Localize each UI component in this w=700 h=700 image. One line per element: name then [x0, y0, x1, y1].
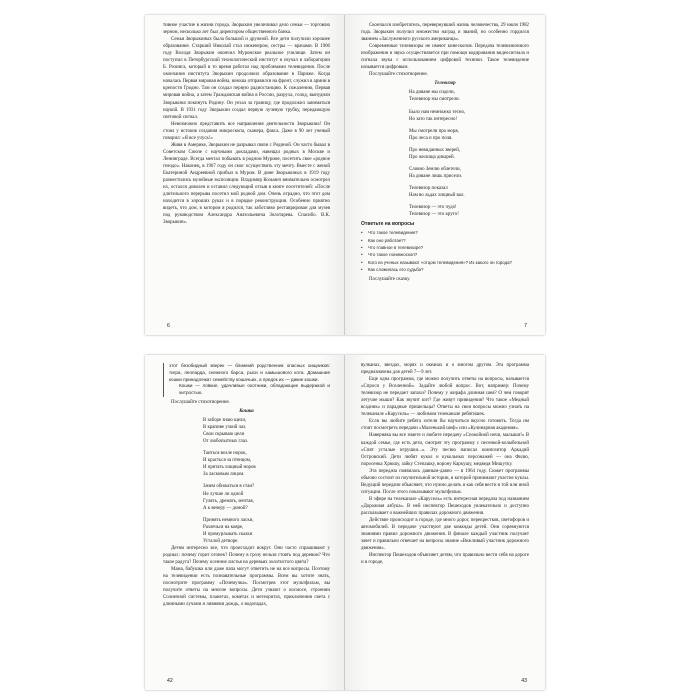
poem-line: Телевизор — это круто! — [409, 212, 459, 218]
poem-line: За ласковым лицом. — [203, 472, 245, 478]
poem-line: Мы смотрели про моря, — [409, 128, 459, 134]
poem-line: На диване мы сидели, — [409, 90, 455, 96]
sidebar-note: Кошки — ловкие, удачливые охотники, обладающие выдержкой и хитростью. — [179, 383, 330, 396]
paragraph: вулканах, звездах, морях и океанах и о многом другом. Эта программа предназначена для детей 7—9 лет. — [361, 363, 529, 376]
question-item: • Что такое телевидение? — [361, 230, 418, 236]
bullet-icon: • — [361, 252, 363, 258]
poem-line: Телевизор показал — [409, 185, 448, 191]
poem-line: И промурлыкать сказки — [203, 531, 253, 537]
bullet-icon: • — [361, 244, 363, 250]
poem-line: В заборе знаю щели, — [203, 418, 247, 424]
paragraph: тивное участие в жизни города. Зворыкин увеличивал дело семьи — торговлю зерном, несколько лет был директором общественного банка. — [163, 23, 330, 36]
bottom-spread — [145, 355, 545, 690]
poem-line: Нам во льдах хищный вал. — [409, 192, 465, 198]
bullet-icon: • — [361, 259, 363, 265]
poem-line: Про невиданных зверей, — [409, 147, 461, 153]
poem-line: А к вечеру — домой? — [203, 505, 248, 511]
page-43 — [345, 355, 545, 690]
poem-line: Но зато так интересно! — [409, 116, 458, 122]
question-item: • Кого из ученых называют «отцом телевидения»? Из какого он города? — [361, 259, 512, 265]
paragraph: Эта передача появилась давным-давно — в 1964 году. Сюжет программы обычно состоит из поучительной истории, в которой принимают участие куклы. Ведущий передачи объясняет, что нужно делать и как себя вести в той или иной ситуации. После этого показывают мультфильм. — [361, 468, 529, 495]
questions-title: Ответьте на вопросы — [361, 221, 415, 228]
top-spread — [145, 15, 545, 335]
question-item: • Как оно работает? — [361, 237, 406, 243]
paragraph: Современные телевизоры не имеют кинескопов. Передача телевизионного изображения и звука осуществляется при помощи кодирования видеосигнала и сигнала звука с использованием цифровой техники. Такое телевидение называется цифровым. — [361, 44, 529, 71]
poem — [409, 89, 529, 218]
paragraph: Действие происходит в городе, где много дорог, перекрестков, светофоров и автомобилей. В передаче участвуют две команды детей. Они соревнуются знаниями правил дорожного движения. В финале каждый участник получает зачет и правильно отвечает на вопросы знание «Вежливый участник дорожного движения». — [361, 518, 529, 552]
poem-line: Словно Землю облетели, — [409, 166, 461, 172]
poem-title: Телевизор — [434, 81, 456, 87]
poem-line: Было нам немножко тесно, — [409, 109, 466, 115]
questions-list — [361, 229, 529, 273]
paragraph: В эфире на телеканале «Карусель» есть интересная передача под названием «Дорожная азбука». В ней инспектор Пешеходов увлекательно и доступно рассказывает о важнейших правилах дорожного движения. — [361, 496, 529, 516]
bullet-icon: • — [361, 267, 363, 273]
poem-line: Принять немного ласки, — [203, 517, 254, 523]
poem-line: Не лучше ли одной — [203, 491, 244, 497]
poem-line: Гулять, дремать, мечтая, — [203, 498, 254, 504]
poem-line: Свои скрываю цели — [203, 432, 245, 438]
poem-line: И красться за птенцом, — [203, 458, 252, 464]
page-number: 6 — [167, 323, 170, 329]
poem-title: Кошка — [239, 409, 254, 415]
poem-line: Про жилища дикарей. — [409, 154, 455, 160]
poem-line: Таиться возле норок, — [203, 451, 247, 457]
poem-line: Усталой детворе. — [203, 538, 239, 544]
intro-paragraph: этот безобидный зверек — ближний родственник опасных хищников: тигра, леопарда, снежного барса, рыси и камышового кота. Домашние кошки принадлежат семейству кошачьих, а предок их — дикие кошки. — [169, 363, 330, 382]
poem-line: Про леса и про поля. — [409, 135, 453, 141]
page-7 — [345, 15, 545, 335]
page-42 — [145, 355, 345, 690]
page-6 — [145, 15, 345, 335]
paragraph: Еще одна программа, где можно получить ответы на вопросы, называется «Спроси у Вселенной». Задайте любой вопрос. Вот, например: Почему телевизор не передает запахи? Почему у жирафа длинная шея? О чем говорят летучие мыши? Как звучит кит? Где живут привидения? Что такое «Медный всадник» и парадные пришельцы? Ответы на свои вопросы можно узнать на телеканале «Карусель» — любимом телеканале ребятишек. — [361, 377, 529, 418]
paragraph: Скончался изобретатель, перевернувший жизнь человечества, 29 июля 1982 года. Зворыкин получил множество наград и званий, но особенно гордился званием «Заслуженного русского американца». — [361, 23, 529, 43]
sidebar-note-block — [163, 363, 330, 397]
bullet-icon: • — [361, 230, 363, 236]
paragraph: Наверняка вы все знаете и любите передачу «Спокойной ночи, малыши!» В каждой семье, где есть дети, смотрят эту программу с песенкой-колыбельной «Спят усталые игрушки...». Эту песню написал композитор Аркадий Островский. Дети любят кукол и кукольных персонажей — она Филю, поросенка Хрюшу, зайку Степашку, ворону Каркушу, медведя Мишутку. — [361, 433, 529, 467]
page-number: 43 — [521, 678, 527, 684]
question-item: • Как сложилась его судьба? — [361, 267, 424, 273]
paragraph: Детям интересно все, что происходит вокруг. Они часто спрашивают у родных: почему горит огонек? Почему в грозу нельзя стоять под деревом? Что такое радуга? Почему осенние листья на деревьях золотистого цвета? — [163, 545, 330, 565]
poem-line: Телевизор мы смотрели. — [409, 97, 460, 103]
poem-line: Телевизор — это чудо! — [409, 204, 457, 210]
poem — [203, 417, 330, 545]
page-number: 42 — [167, 678, 173, 684]
question-item: • Что такое лоникноскоп? — [361, 252, 418, 258]
paragraph: Семья Зворыкиных была большой и дружной. Все дети получили хорошее образование. Старший Николай стал инженером, сестры — врачами. В 1906 году Володя Зворыкин окончил Муромское реальное училище. Затем он поступил в Петербургский технологический институт и изучал в лаборатории Б. Розинга, который в то время работал над проблемами телевидения. После окончания института Зворыкин продолжил образование в Париже. Когда началась Первая мировая война, юноша отправился на фронт, служил в армии в крепости Гродно. Там он создал первую радиостанцию. К сожалению, Первая мировая война, а затем Гражданская война в России, разруха, голод, вынудили Зворыкина покинуть Родину. Он уехал за границу, где продолжил заниматься наукой. В 1931 году Зворыкин создал первую лучевую трубку, передающую световой сигнал. — [163, 37, 330, 120]
poem-line: В крапиве узкий лаз. — [203, 425, 247, 431]
question-item: • Что главное в телевизоре? — [361, 244, 424, 250]
paragraph: Невозможно представить все направления деятельности Зворыкина! Он стоял у истоков создания микроскопа, сканера, факса. Даже в 90 лет ученый говорил: «Я все учусь!» — [163, 121, 330, 141]
poem-line: Зачем обижаться в стаи? — [203, 484, 255, 490]
poem-line: От любопытных глаз. — [203, 439, 249, 445]
poem-line: И прятать хищный норов — [203, 465, 256, 471]
paragraph: Мама, бабушка или даже папа могут ответить не на все вопросы. Поэтому на телевидении есть познавательные программы. Всем вы хотите знать, посмотрите программу «Почемучка». Посмотрев этот мультфильм, вы получите ответы на многие вопросы. Дети узнают о космосе, строении Солнечной системы, планетах, кометах и метеоритах, приключения света с длинными лучами и ливнями дождь, о водопадах, — [163, 566, 330, 608]
paragraph: Послушайте стихотворение. — [369, 72, 428, 78]
poem-prompt: Послушайте стихотворение. — [171, 399, 230, 405]
paragraph: Инспектор Пешеходов объясняет детям, что правильно вести себя на дороге и в городе, — [361, 553, 529, 566]
closing-line: Послушайте сказку. — [369, 276, 411, 282]
paragraph: Живя в Америке, Зворыкин не разрывал связи с Родиной. Он часто бывал в Советском Союзе с научными докладами, навещал родных в Москве и Ленинграде. Всегда мечтал побывать в родном Муроме, посетить свое «родное гнездо». Наконец, в 1967 году он смог осуществить эту мечту. Вместе с женой Екатериной Андреевной прибыл в Муром. В доме Зворыкиных в 1919 году разместились музейные экспозиции. Владимир Козьмич внимательно осмотрел их, остался доволен и оставил следующий отзыв в книге посетителей: «После длительного перерыва посетил мой родной дом. Очень отрадно, что этот дом находится в хороших руках и в порядке реконструкции. Особенно приятно видеть, что дом, в котором я родился, так заботливо реставрирован для музея под руководством Александра Анатольевича Золотарева. Спасибо. В.К. Зворыкин». — [163, 142, 330, 226]
poem-line: На диване лишь присели. — [409, 173, 463, 179]
poem-line: Разлечься на ковре, — [203, 524, 244, 530]
page-number: 7 — [524, 323, 527, 329]
paragraph: Если вы любите ребята хотели бы научиться вкусно готовить. Тогда им стоит посмотреть передачи «Маленький шеф» или «Кулинарная академия». — [361, 419, 529, 432]
bullet-icon: • — [361, 237, 363, 243]
